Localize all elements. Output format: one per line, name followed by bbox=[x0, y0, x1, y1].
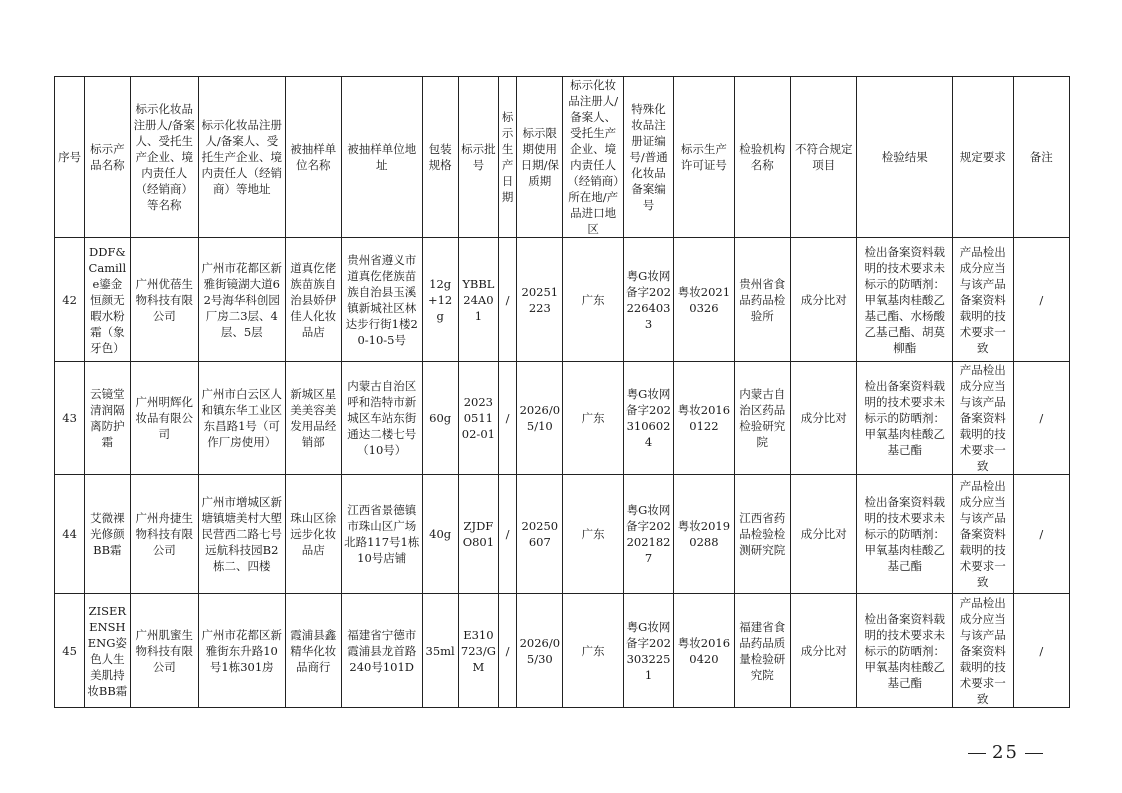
header-cell: 标示生产日期 bbox=[499, 77, 517, 238]
remark: / bbox=[1013, 362, 1070, 475]
row-number: 43 bbox=[55, 362, 85, 475]
requirement: 产品检出成分应当与该产品备案资料载明的技术要求一致 bbox=[953, 594, 1013, 708]
header-cell: 备注 bbox=[1013, 77, 1070, 238]
product-name: 云镜堂清润隔离防护霜 bbox=[85, 362, 130, 475]
package-spec: 12g+12g bbox=[422, 238, 458, 362]
package-spec: 40g bbox=[422, 475, 458, 594]
header-cell: 标示化妆品注册人/备案人、受托生产企业、境内责任人（经销商）等名称 bbox=[130, 77, 198, 238]
dash-right bbox=[1025, 753, 1043, 754]
region: 广东 bbox=[563, 362, 623, 475]
sampled-address: 福建省宁德市霞浦县龙首路240号101D bbox=[341, 594, 422, 708]
header-cell: 标示产品名称 bbox=[85, 77, 130, 238]
table-row bbox=[55, 475, 1070, 594]
sampled-unit: 道真仡佬族苗族自治县娇伊佳人化妆品店 bbox=[285, 238, 341, 362]
nonconforming-item: 成分比对 bbox=[790, 238, 856, 362]
filing-number: 粤G妆网备字2023032251 bbox=[623, 594, 673, 708]
inspection-results-table bbox=[54, 76, 1070, 708]
package-spec: 35ml bbox=[422, 594, 458, 708]
expiry-date: 2026/05/10 bbox=[517, 362, 563, 475]
sampled-address: 江西省景德镇市珠山区广场北路117号1栋10号店铺 bbox=[341, 475, 422, 594]
product-name: DDF&Camille鎏金恒颜无暇水粉霜（象牙色） bbox=[85, 238, 130, 362]
expiry-date: 20251223 bbox=[517, 238, 563, 362]
header-cell: 序号 bbox=[55, 77, 85, 238]
region: 广东 bbox=[563, 594, 623, 708]
table-header bbox=[55, 77, 1070, 238]
table-row bbox=[55, 362, 1070, 475]
filing-number: 粤G妆网备字2022021827 bbox=[623, 475, 673, 594]
nonconforming-item: 成分比对 bbox=[790, 362, 856, 475]
row-number: 44 bbox=[55, 475, 85, 594]
remark: / bbox=[1013, 594, 1070, 708]
filing-number: 粤G妆网备字2022264033 bbox=[623, 238, 673, 362]
sampled-unit: 新城区星美美容美发用品经销部 bbox=[285, 362, 341, 475]
product-name: ZISERENSHENG姿色人生美肌持妆BB霜 bbox=[85, 594, 130, 708]
dash-left bbox=[968, 753, 986, 754]
header-cell: 包装规格 bbox=[422, 77, 458, 238]
batch-number: ZJDFO801 bbox=[458, 475, 498, 594]
company-name: 广州明辉化妆品有限公司 bbox=[130, 362, 198, 475]
header-cell: 规定要求 bbox=[953, 77, 1013, 238]
batch-number: E310723/GM bbox=[458, 594, 498, 708]
company-address: 广州市白云区人和镇东华工业区东昌路1号（可作厂房使用） bbox=[198, 362, 285, 475]
company-name: 广州肌蜜生物科技有限公司 bbox=[130, 594, 198, 708]
header-cell: 检验机构名称 bbox=[734, 77, 790, 238]
production-date: / bbox=[499, 475, 517, 594]
header-cell: 标示限期使用日期/保质期 bbox=[517, 77, 563, 238]
header-cell: 标示生产许可证号 bbox=[674, 77, 734, 238]
production-date: / bbox=[499, 594, 517, 708]
batch-number: 2023051102-01 bbox=[458, 362, 498, 475]
sampled-unit: 珠山区徐远步化妆品店 bbox=[285, 475, 341, 594]
sampled-unit: 霞浦县鑫精华化妆品商行 bbox=[285, 594, 341, 708]
company-address: 广州市花都区新雅街镜湖大道62号海华科创园厂房二3层、4层、5层 bbox=[198, 238, 285, 362]
table-row bbox=[55, 594, 1070, 708]
testing-lab: 福建省食品药品质量检验研究院 bbox=[734, 594, 790, 708]
testing-lab: 内蒙古自治区药品检验研究院 bbox=[734, 362, 790, 475]
filing-number: 粤G妆网备字2023106024 bbox=[623, 362, 673, 475]
license-number: 粤妆20160122 bbox=[674, 362, 734, 475]
license-number: 粤妆20160420 bbox=[674, 594, 734, 708]
header-cell: 不符合规定项目 bbox=[790, 77, 856, 238]
requirement: 产品检出成分应当与该产品备案资料载明的技术要求一致 bbox=[953, 475, 1013, 594]
region: 广东 bbox=[563, 475, 623, 594]
testing-lab: 江西省药品检验检测研究院 bbox=[734, 475, 790, 594]
company-name: 广州优蓓生物科技有限公司 bbox=[130, 238, 198, 362]
header-cell: 标示化妆品注册人/备案人、受托生产企业、境内责任人（经销商）等地址 bbox=[198, 77, 285, 238]
header-cell: 检验结果 bbox=[857, 77, 953, 238]
test-result: 检出备案资料载明的技术要求未标示的防晒剂：甲氧基肉桂酸乙基己酯 bbox=[857, 475, 953, 594]
sampled-address: 内蒙古自治区呼和浩特市新城区车站东街通达二楼七号（10号） bbox=[341, 362, 422, 475]
test-result: 检出备案资料载明的技术要求未标示的防晒剂：甲氧基肉桂酸乙基己酯 bbox=[857, 362, 953, 475]
table-body bbox=[55, 238, 1070, 708]
table-row bbox=[55, 238, 1070, 362]
test-result: 检出备案资料载明的技术要求未标示的防晒剂：甲氧基肉桂酸乙基己酯 bbox=[857, 594, 953, 708]
product-name: 艾微裸光修颜BB霜 bbox=[85, 475, 130, 594]
remark: / bbox=[1013, 238, 1070, 362]
header-cell: 被抽样单位地址 bbox=[341, 77, 422, 238]
requirement: 产品检出成分应当与该产品备案资料载明的技术要求一致 bbox=[953, 238, 1013, 362]
production-date: / bbox=[499, 362, 517, 475]
header-cell: 标示批号 bbox=[458, 77, 498, 238]
region: 广东 bbox=[563, 238, 623, 362]
production-date: / bbox=[499, 238, 517, 362]
company-address: 广州市花都区新雅街东升路10号1栋301房 bbox=[198, 594, 285, 708]
page-number bbox=[962, 742, 1049, 763]
package-spec: 60g bbox=[422, 362, 458, 475]
row-number: 45 bbox=[55, 594, 85, 708]
expiry-date: 2026/05/30 bbox=[517, 594, 563, 708]
header-cell: 特殊化妆品注册证编号/普通化妆品备案编号 bbox=[623, 77, 673, 238]
testing-lab: 贵州省食品药品检验所 bbox=[734, 238, 790, 362]
batch-number: YBBL24A01 bbox=[458, 238, 498, 362]
nonconforming-item: 成分比对 bbox=[790, 594, 856, 708]
page-number-value: 25 bbox=[992, 742, 1019, 763]
license-number: 粤妆20190288 bbox=[674, 475, 734, 594]
requirement: 产品检出成分应当与该产品备案资料载明的技术要求一致 bbox=[953, 362, 1013, 475]
company-address: 广州市增城区新塘镇塘美村大塱民营西二路七号远航科技园B2栋二、四楼 bbox=[198, 475, 285, 594]
remark: / bbox=[1013, 475, 1070, 594]
nonconforming-item: 成分比对 bbox=[790, 475, 856, 594]
company-name: 广州舟捷生物科技有限公司 bbox=[130, 475, 198, 594]
row-number: 42 bbox=[55, 238, 85, 362]
header-cell: 标示化妆品注册人/备案人、受托生产企业、境内责任人（经销商）所在地/产品进口地区 bbox=[563, 77, 623, 238]
header-cell: 被抽样单位名称 bbox=[285, 77, 341, 238]
sampled-address: 贵州省遵义市道真仡佬族苗族自治县玉溪镇新城社区林达步行街1楼20-10-5号 bbox=[341, 238, 422, 362]
expiry-date: 20250607 bbox=[517, 475, 563, 594]
test-result: 检出备案资料载明的技术要求未标示的防晒剂：甲氧基肉桂酸乙基己酯、水杨酸乙基己酯、胡莫柳酯 bbox=[857, 238, 953, 362]
license-number: 粤妆20210326 bbox=[674, 238, 734, 362]
